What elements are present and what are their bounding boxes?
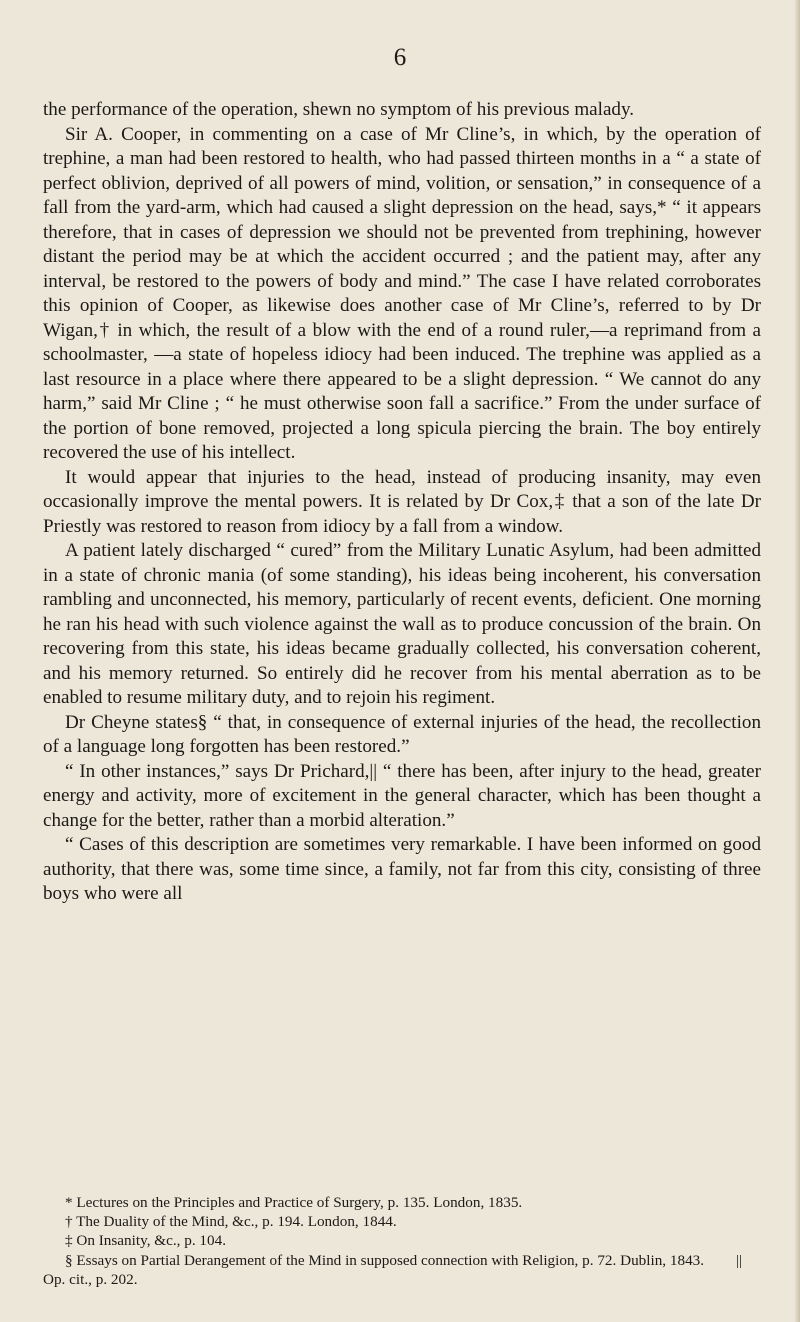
footnote-text: § Essays on Partial Derangement of the Mind in supposed connection with Religion, p. 72. Dublin, 1843. bbox=[65, 1251, 705, 1269]
footnote: * Lectures on the Principles and Practice of Surgery, p. 135. London, 1835. bbox=[65, 1194, 523, 1211]
paragraph: It would appear that injuries to the head, instead of producing insanity, may even occasionally improve the mental powers. It is related by Dr Cox,‡ that a son of the late Dr Priestly was restored to reason from idiocy by a fall from a window. bbox=[43, 466, 761, 537]
footnote: ‡ On Insanity, &c., p. 104. bbox=[65, 1232, 226, 1250]
page-edge bbox=[794, 0, 800, 1322]
paragraph: Dr Cheyne states§ “ that, in consequence of external injuries of the head, the recollection of a language long forgotten has been restored.” bbox=[43, 711, 761, 757]
footnote: † The Duality of the Mind, &c., p. 194. London, 1844. bbox=[65, 1213, 397, 1231]
body-text bbox=[43, 98, 761, 907]
footnote bbox=[43, 1251, 761, 1289]
paragraph: “ Cases of this description are sometimes very remarkable. I have been informed on good authority, that there was, some time since, a family, not far from this city, consisting of three boys who were all bbox=[43, 834, 761, 904]
footnotes bbox=[43, 1193, 761, 1289]
paragraph: Sir A. Cooper, in commenting on a case of Mr Cline’s, in which, by the operation of trephine, a man had been restored to health, who had passed thirteen months in a “ a state of perfect oblivion, deprived of all powers of mind, volition, or sensation,” in consequence of a fall from the yard-arm, which had caused a slight depression on the head, says,* “ it appears therefore, that in cases of depression we should not be prevented from trephining, however distant the period may be at which the accident occurred ; and the patient may, after any interval, be restored to the powers of body and mind.” The case I have related corroborates this opinion of Cooper, as likewise does another case of Mr Cline’s, referred to by Dr Wigan,† in which, the result of a blow with the end of a round ruler,—a reprimand from a schoolmaster, —a state of hopeless idiocy had been induced. The trephine was applied as a last resource in a place where there appeared to be a slight depression. “ We cannot do any harm,” said Mr Cline ; “ he must otherwise soon fall a sacrifice.” From the under surface of the portion of bone removed, projected a long spicula piercing the brain. The boy entirely recovered the use of his intellect. bbox=[43, 123, 761, 463]
paragraph: “ In other instances,” says Dr Prichard,|| “ there has been, after injury to the head, greater energy and activity, more of excitement in the general character, which has been thought a change for the better, rather than a morbid alteration.” bbox=[43, 760, 761, 831]
paragraph: A patient lately discharged “ cured” from the Military Lunatic Asylum, had been admitted in a state of chronic mania (of some standing), his ideas being incoherent, his conversation rambling and unconnected, his memory, particularly of recent events, deficient. One morning he ran his head with such violence against the wall as to produce concussion of the brain. On recovering from this state, his ideas became gradually collected, his conversation coherent, and his memory returned. So entirely did he recover from his mental aberration as to be enabled to resume military duty, and to rejoin his regiment. bbox=[43, 540, 761, 708]
footnote-text: || Op. cit., p. 202. bbox=[43, 1251, 742, 1288]
page-number: 6 bbox=[393, 44, 407, 71]
paragraph: the performance of the operation, shewn no symptom of his previous malady. bbox=[43, 99, 635, 120]
